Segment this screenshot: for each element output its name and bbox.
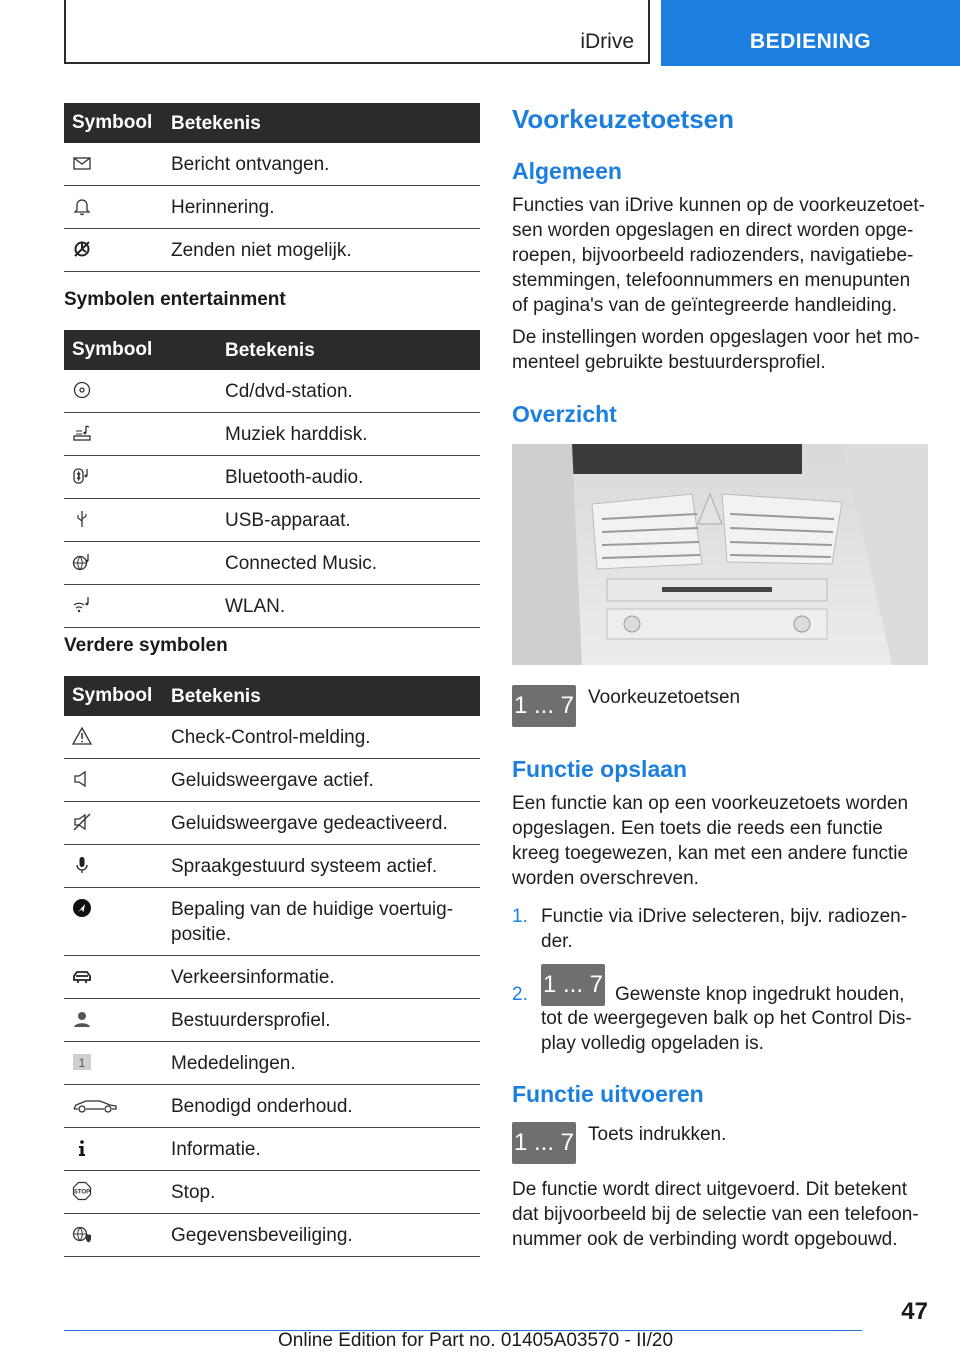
table-row [64,1085,480,1128]
table-row [64,802,480,845]
other-symbols-heading: Verdere symbolen [64,635,228,656]
table-row [64,542,480,585]
speaker-icon [72,769,92,789]
stop-icon [72,1181,92,1201]
warning-triangle-icon [72,726,92,746]
harddisk-music-icon [72,423,92,443]
table-header [64,330,480,370]
table-header [64,103,480,143]
preset-keys-caption: Voorkeuzetoetsen [588,687,741,708]
table-cell-text: Geluidsweergave actief. [171,770,374,791]
symbols-table-other [64,676,480,1257]
general-paragraph-1: Functies van iDrive kunnen op de voorkeuzetoet- sen worden opgeslagen en direct worden opge- roepen, bijvoorbeeld radiozenders, navigatiebe- stemmingen, telefoonnummers en menupunten of pagina's van de geïntegreerde handleiding. [512,195,925,316]
traffic-info-icon [72,966,92,986]
table-row [64,229,480,272]
table-row [64,413,480,456]
col-meaning-header: Betekenis [171,685,261,707]
svg-text:1: 1 [78,1056,86,1070]
table-cell-text: Muziek harddisk. [225,424,368,445]
execute-instruction: Toets indrukken. [588,1124,727,1145]
section-title: iDrive [580,30,634,53]
table-cell-text: Zenden niet mogelijk. [171,240,352,261]
svg-text:STOP: STOP [73,1189,91,1196]
table-cell-text: Informatie. [171,1139,261,1160]
envelope-icon [72,153,92,173]
col-symbol-header: Symbool [72,339,153,360]
preset-keys-symbol: 1 ... 7 [541,964,605,1006]
symbols-table-entertainment [64,330,480,628]
table-row [64,716,480,759]
wlan-music-icon [72,595,92,615]
save-paragraph: Een functie kan op een voorkeuzetoets worden opgeslagen. Een toets die reeds een functie kreeg toegewezen, kan met een andere functie worden overschreven. [512,793,909,889]
table-row [64,956,480,999]
table-row [64,143,480,186]
col-meaning-header: Betekenis [171,112,261,134]
table-row [64,759,480,802]
step-number: 2. [512,984,528,1005]
footer-edition: Online Edition for Part no. 01405A03570 - II/20 [278,1330,674,1351]
col-symbol-header: Symbool [72,685,153,706]
section-heading-save: Functie opslaan [512,756,688,782]
step-number: 1. [512,906,528,927]
dashboard-photo [512,444,928,665]
table-cell-text: Bluetooth-audio. [225,467,364,488]
general-paragraph-2: De instellingen worden opgeslagen voor het mo- menteel gebruikte bestuurdersprofiel. [512,327,920,373]
table-cell-text: Connected Music. [225,553,378,574]
header-left-box [64,0,650,64]
bell-icon [72,196,92,216]
step-1: 1. Functie via iDrive selecteren, bijv. radiozen- der. [512,906,908,952]
table-row [64,999,480,1042]
usb-icon [72,509,92,529]
speaker-muted-icon [72,812,92,832]
preset-keys-symbol: 1 ... 7 [512,1122,576,1164]
data-protection-icon [72,1224,92,1244]
entertainment-heading: Symbolen entertainment [64,289,286,310]
table-row [64,1214,480,1257]
table-row [64,1128,480,1171]
chapter-title: BEDIENING [749,30,872,53]
col-meaning-header: Betekenis [225,339,315,361]
connected-music-icon [72,552,92,572]
table-cell-text: Herinnering. [171,197,275,218]
table-cell-text: Bericht ontvangen. [171,154,330,175]
table-row [64,888,480,956]
table-cell-text: Geluidsweergave gedeactiveerd. [171,813,448,834]
page-title: Voorkeuzetoetsen [512,104,735,134]
location-arrow-icon [72,898,92,918]
table-row [64,1042,480,1085]
step-2: 2. 1 ... 7 Gewenste knop ingedrukt houden, tot de weergegeven balk op het Control Dis- play volledig opgeladen is. [512,964,928,1056]
col-symbol-header: Symbool [72,112,153,133]
car-service-icon [72,1095,118,1115]
preset-keys-symbol: 1 ... 7 [512,685,576,727]
key-caption-row [512,685,928,727]
driver-profile-icon [72,1009,92,1029]
section-heading-execute: Functie uitvoeren [512,1081,704,1107]
table-cell-text: Stop. [171,1182,216,1203]
microphone-icon [72,855,92,875]
table-cell-text: Benodigd onderhoud. [171,1096,353,1117]
table-cell-text: Gegevensbeveiliging. [171,1225,353,1246]
info-icon [72,1138,92,1158]
section-heading-general: Algemeen [512,158,622,184]
table-row [64,585,480,628]
bluetooth-audio-icon [72,466,92,486]
table-header [64,676,480,716]
table-cell-text: Bestuurdersprofiel. [171,1010,331,1031]
page-number: 47 [901,1298,928,1325]
table-cell-text: Bepaling van de huidige voertuig- positie. [171,899,454,945]
table-row [64,370,480,413]
table-row [64,499,480,542]
table-cell-text: Cd/dvd-station. [225,381,353,402]
execute-paragraph: De functie wordt direct uitgevoerd. Dit betekent dat bijvoorbeeld bij de selectie van een telefoon- nummer ook de verbinding wordt opgebouwd. [512,1179,919,1250]
chapter-tab [661,0,960,66]
cd-dvd-icon [72,380,92,400]
table-cell-text: USB-apparaat. [225,510,351,531]
symbols-table-messages [64,103,480,272]
table-cell-text: Check-Control-melding. [171,727,371,748]
section-heading-overview: Overzicht [512,401,617,427]
table-row [64,845,480,888]
table-cell-text: Spraakgestuurd systeem actief. [171,856,438,877]
send-disabled-icon [72,239,92,259]
table-cell-text: Verkeersinformatie. [171,967,335,988]
table-row [64,1171,480,1214]
notification-icon [72,1052,92,1072]
table-row [64,456,480,499]
table-cell-text: Mededelingen. [171,1053,296,1074]
table-row [64,186,480,229]
table-cell-text: WLAN. [225,596,286,617]
execute-key-row [512,1122,928,1164]
